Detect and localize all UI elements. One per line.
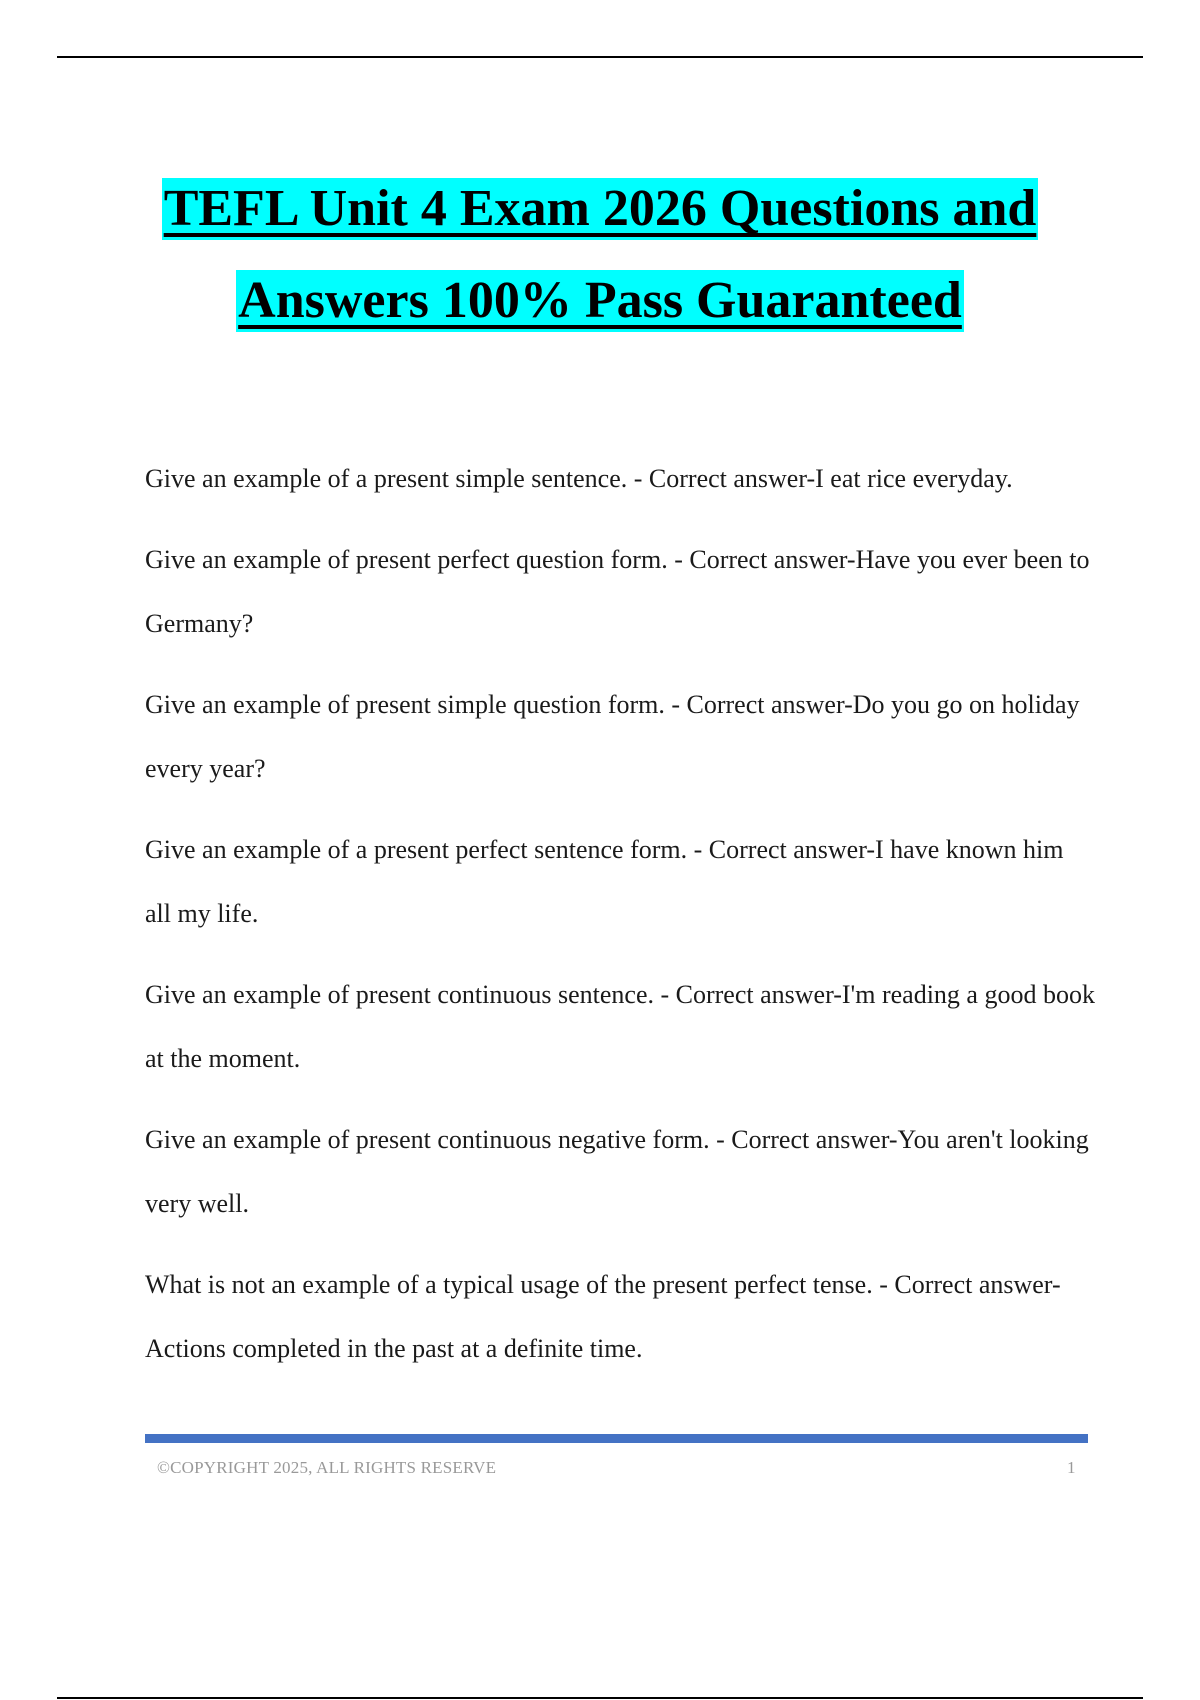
footer-bar	[145, 1434, 1088, 1443]
qa-list	[145, 447, 1095, 1398]
title-line-1: TEFL Unit 4 Exam 2026 Questions and	[162, 178, 1039, 240]
qa-item: Give an example of a present perfect sentence form. - Correct answer-I have known him all my life.	[145, 835, 1064, 928]
qa-item: Give an example of present continuous negative form. - Correct answer-You aren't looking very well.	[145, 1125, 1089, 1218]
footer-copyright: ©COPYRIGHT 2025, ALL RIGHTS RESERVE	[157, 1458, 497, 1477]
bottom-rule	[57, 1697, 1143, 1699]
qa-item: Give an example of present simple question form. - Correct answer-Do you go on holiday every year?	[145, 690, 1080, 783]
qa-item: Give an example of a present simple sentence. - Correct answer-I eat rice everyday.	[145, 464, 1013, 493]
qa-item: What is not an example of a typical usage of the present perfect tense. - Correct answer-Actions completed in the past at a definite time.	[145, 1270, 1061, 1363]
qa-item: Give an example of present continuous sentence. - Correct answer-I'm reading a good book at the moment.	[145, 980, 1095, 1073]
document-title	[0, 178, 1200, 332]
top-rule	[57, 56, 1143, 58]
page-number: 1	[1067, 1458, 1076, 1477]
qa-item: Give an example of present perfect question form. - Correct answer-Have you ever been to Germany?	[145, 545, 1090, 638]
title-line-2: Answers 100% Pass Guaranteed	[236, 270, 964, 332]
